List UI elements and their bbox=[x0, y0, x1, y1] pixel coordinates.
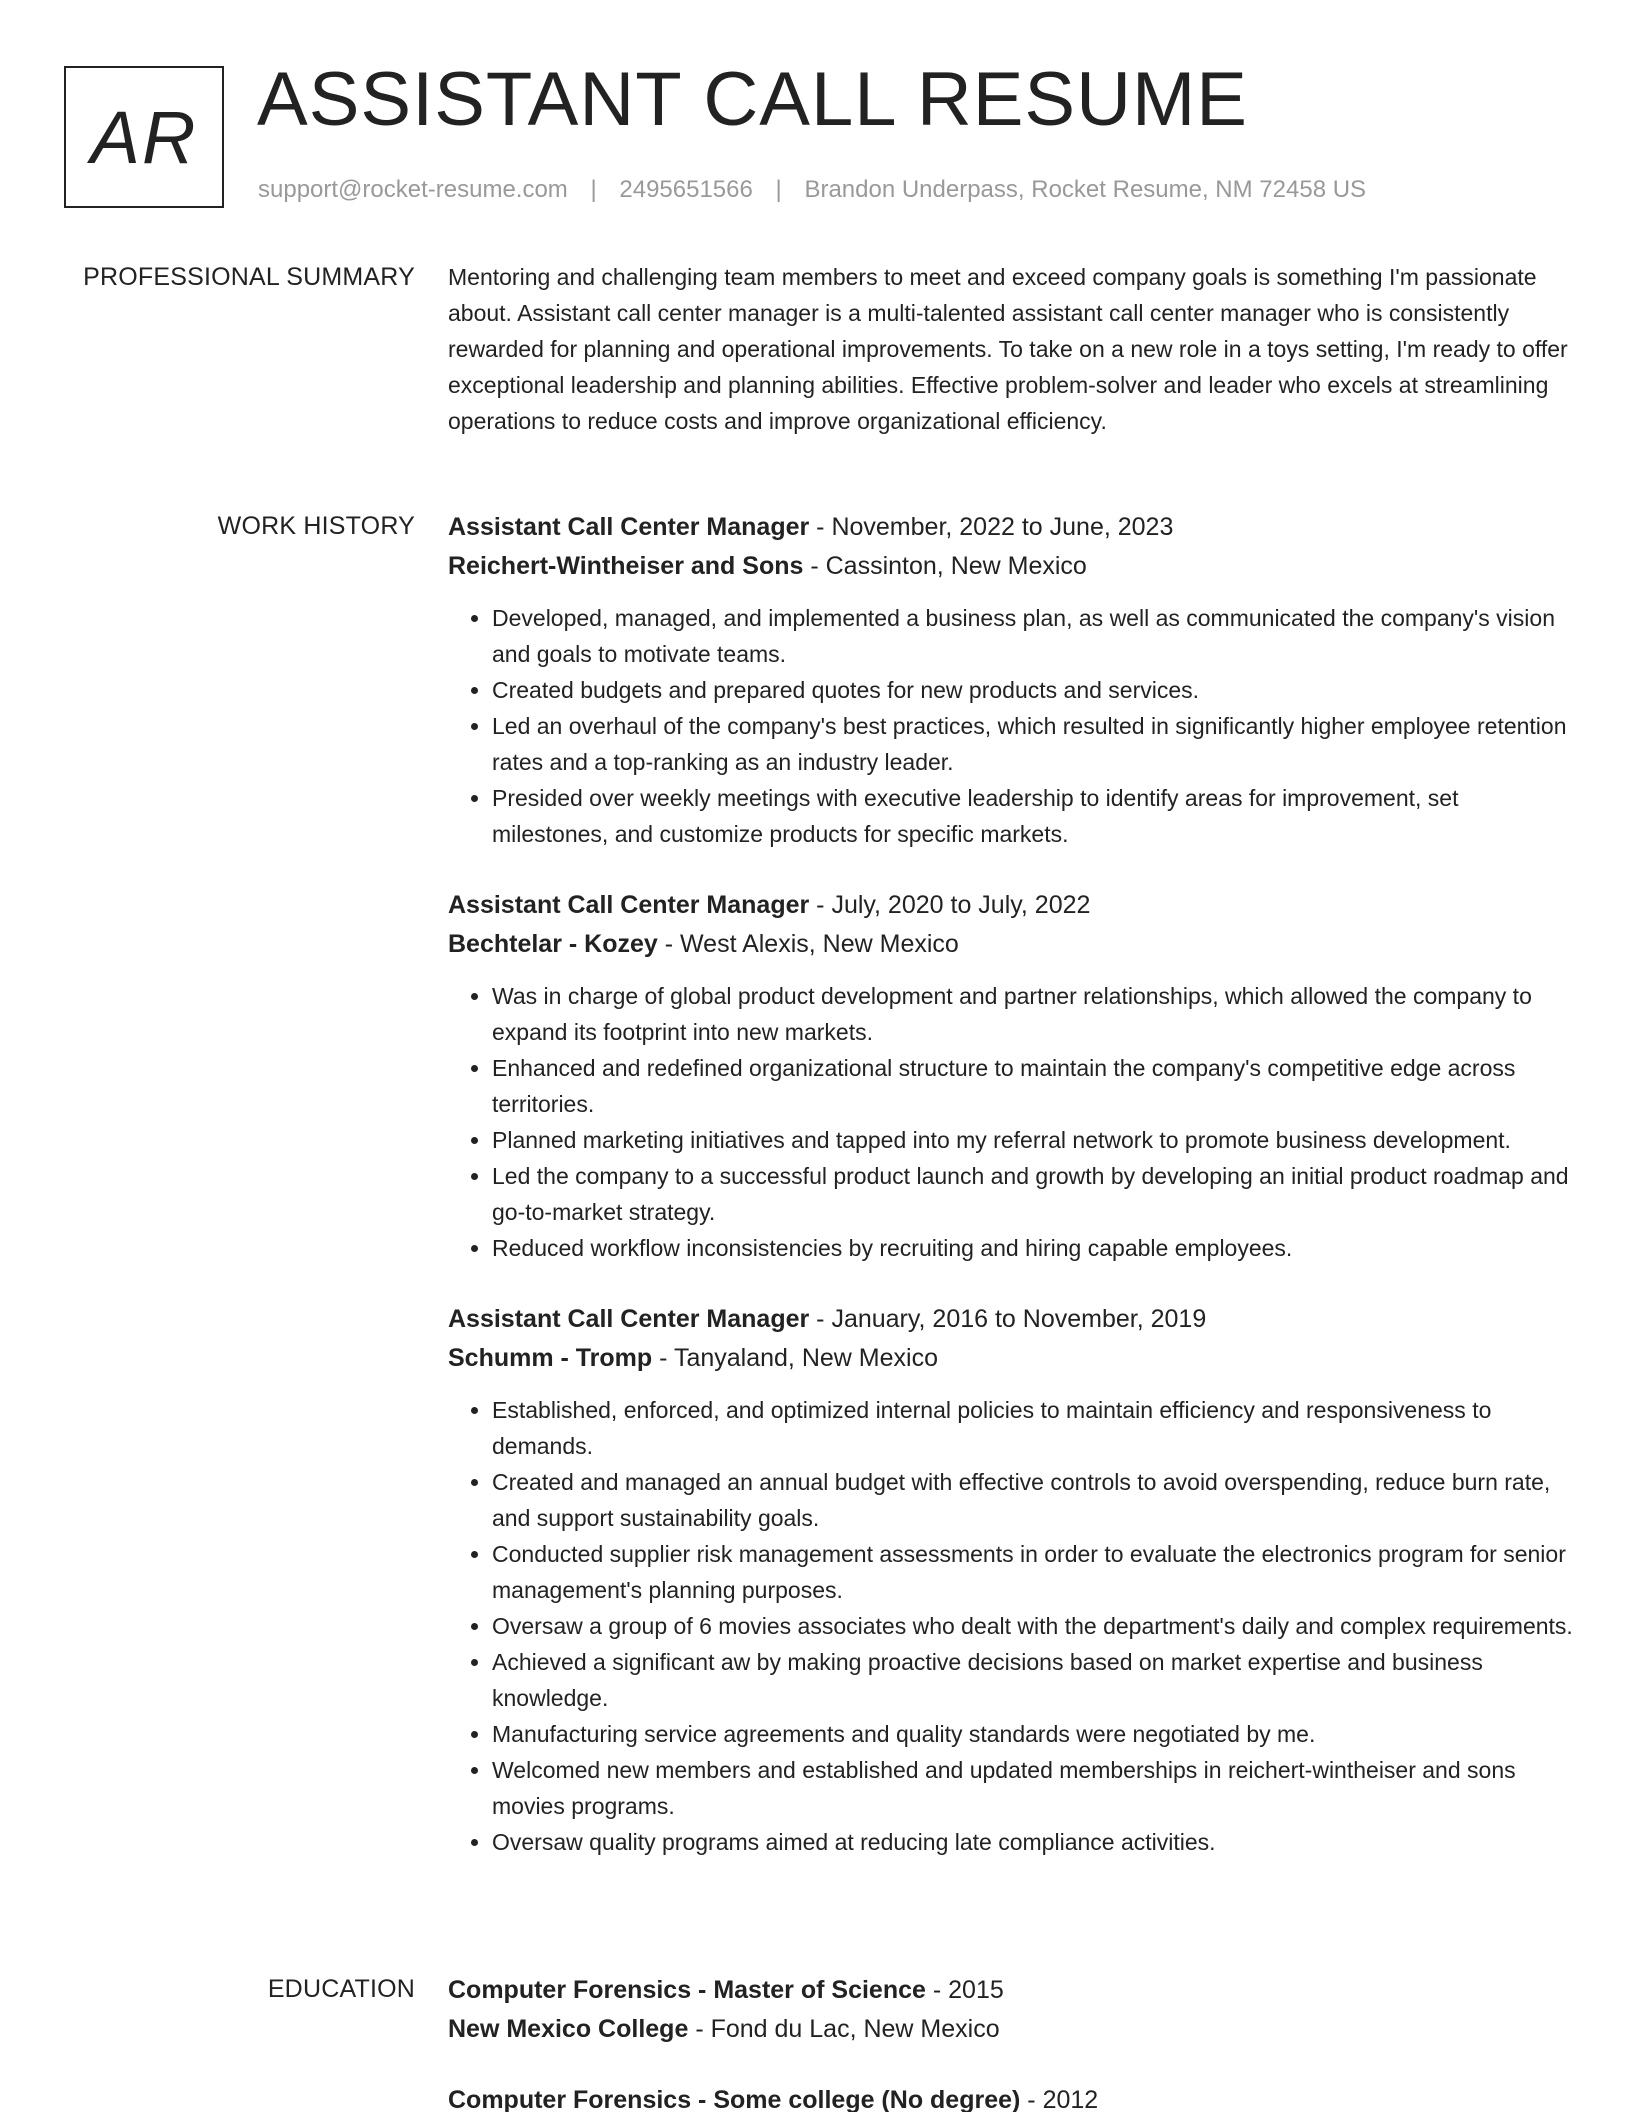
job-bullet: • Led the company to a successful product launch and growth by developing an initial product roadmap and go-to-market strategy. bbox=[492, 1158, 1573, 1230]
job-dates: - January, 2016 to November, 2019 bbox=[816, 1305, 1207, 1333]
work-history-body bbox=[448, 508, 1573, 1894]
summary-text: Mentoring and challenging team members to meet and exceed company goals is something I'm passionate about. Assistant call center manager is a multi-talented assistant call center manager who is consistently rewarded for planning and operational improvements. To take on a new role in a toys setting, I'm ready to offer exceptional leadership and planning abilities. Effective problem-solver and leader who excels at streamlining operations to reduce costs and improve organizational efficiency. bbox=[448, 264, 1568, 434]
job-title-line bbox=[448, 886, 1573, 925]
resume-title: ASSISTANT CALL RESUME bbox=[257, 57, 1248, 142]
job-bullet: • Manufacturing service agreements and quality standards were negotiated by me. bbox=[492, 1716, 1573, 1752]
education-school: New Mexico College bbox=[448, 2015, 689, 2043]
job-entry bbox=[448, 886, 1573, 1266]
job-entry bbox=[448, 1300, 1573, 1860]
job-dates: - November, 2022 to June, 2023 bbox=[816, 513, 1174, 541]
job-location: - Cassinton, New Mexico bbox=[810, 552, 1087, 580]
work-history-label: WORK HISTORY bbox=[217, 512, 415, 540]
job-company: Bechtelar - Kozey bbox=[448, 930, 658, 958]
job-company-line bbox=[448, 925, 1573, 964]
job-company: Reichert-Wintheiser and Sons bbox=[448, 552, 804, 580]
education-school-line bbox=[448, 2010, 1573, 2049]
contact-email: support@rocket-resume.com bbox=[258, 176, 568, 203]
job-bullet: • Oversaw quality programs aimed at reducing late compliance activities. bbox=[492, 1824, 1573, 1860]
job-bullet: • Led an overhaul of the company's best practices, which resulted in significantly higher employee retention rates and a top-ranking as an industry leader. bbox=[492, 708, 1573, 780]
job-company: Schumm - Tromp bbox=[448, 1344, 653, 1372]
summary-body bbox=[448, 259, 1573, 439]
job-entry bbox=[448, 508, 1573, 852]
contact-separator: | bbox=[590, 176, 597, 203]
education-entry bbox=[448, 1971, 1573, 2049]
education-entry bbox=[448, 2081, 1573, 2112]
job-company-line bbox=[448, 1339, 1573, 1378]
contact-line bbox=[258, 176, 1366, 204]
job-bullet-list bbox=[448, 978, 1573, 1266]
job-bullet: • Developed, managed, and implemented a business plan, as well as communicated the company's vision and goals to motivate teams. bbox=[492, 600, 1573, 672]
job-bullet: • Created and managed an annual budget with effective controls to avoid overspending, reduce burn rate, and support sustainability goals. bbox=[492, 1464, 1573, 1536]
job-bullet: • Oversaw a group of 6 movies associates who dealt with the department's daily and complex requirements. bbox=[492, 1608, 1573, 1644]
education-body bbox=[448, 1971, 1573, 2112]
monogram-box bbox=[64, 66, 224, 208]
education-degree-line bbox=[448, 1971, 1573, 2010]
job-title-line bbox=[448, 508, 1573, 547]
job-bullet: • Achieved a significant aw by making proactive decisions based on market expertise and business knowledge. bbox=[492, 1644, 1573, 1716]
job-bullet: • Enhanced and redefined organizational structure to maintain the company's competitive edge across territories. bbox=[492, 1050, 1573, 1122]
job-bullet: • Welcomed new members and established and updated memberships in reichert-wintheiser and sons movies programs. bbox=[492, 1752, 1573, 1824]
job-company-line bbox=[448, 547, 1573, 586]
job-bullet: • Reduced workflow inconsistencies by recruiting and hiring capable employees. bbox=[492, 1230, 1573, 1266]
education-label: EDUCATION bbox=[267, 1975, 415, 2003]
job-bullet: • Presided over weekly meetings with executive leadership to identify areas for improvement, set milestones, and customize products for specific markets. bbox=[492, 780, 1573, 852]
job-bullet: • Was in charge of global product development and partner relationships, which allowed the company to expand its footprint into new markets. bbox=[492, 978, 1573, 1050]
job-location: - Tanyaland, New Mexico bbox=[659, 1344, 938, 1372]
summary-label: PROFESSIONAL SUMMARY bbox=[83, 263, 415, 291]
education-degree: Computer Forensics - Some college (No degree) bbox=[448, 2086, 1021, 2112]
job-title: Assistant Call Center Manager bbox=[448, 513, 810, 541]
contact-address: Brandon Underpass, Rocket Resume, NM 72458 US bbox=[804, 176, 1367, 203]
education-year: - 2015 bbox=[932, 1976, 1004, 2004]
job-title: Assistant Call Center Manager bbox=[448, 891, 810, 919]
monogram-initials: AR bbox=[90, 95, 198, 179]
contact-separator: | bbox=[775, 176, 782, 203]
job-title: Assistant Call Center Manager bbox=[448, 1305, 810, 1333]
education-year: - 2012 bbox=[1027, 2086, 1099, 2112]
education-degree: Computer Forensics - Master of Science bbox=[448, 1976, 926, 2004]
job-location: - West Alexis, New Mexico bbox=[664, 930, 959, 958]
education-degree-line bbox=[448, 2081, 1573, 2112]
job-title-line bbox=[448, 1300, 1573, 1339]
education-location: - Fond du Lac, New Mexico bbox=[695, 2015, 1000, 2043]
job-bullet-list bbox=[448, 600, 1573, 852]
job-bullet: • Created budgets and prepared quotes for new products and services. bbox=[492, 672, 1573, 708]
job-dates: - July, 2020 to July, 2022 bbox=[816, 891, 1091, 919]
job-bullet: • Planned marketing initiatives and tapped into my referral network to promote business development. bbox=[492, 1122, 1573, 1158]
contact-phone: 2495651566 bbox=[619, 176, 753, 203]
job-bullet-list bbox=[448, 1392, 1573, 1860]
job-bullet: • Established, enforced, and optimized internal policies to maintain efficiency and responsiveness to demands. bbox=[492, 1392, 1573, 1464]
job-bullet: • Conducted supplier risk management assessments in order to evaluate the electronics program for senior management's planning purposes. bbox=[492, 1536, 1573, 1608]
